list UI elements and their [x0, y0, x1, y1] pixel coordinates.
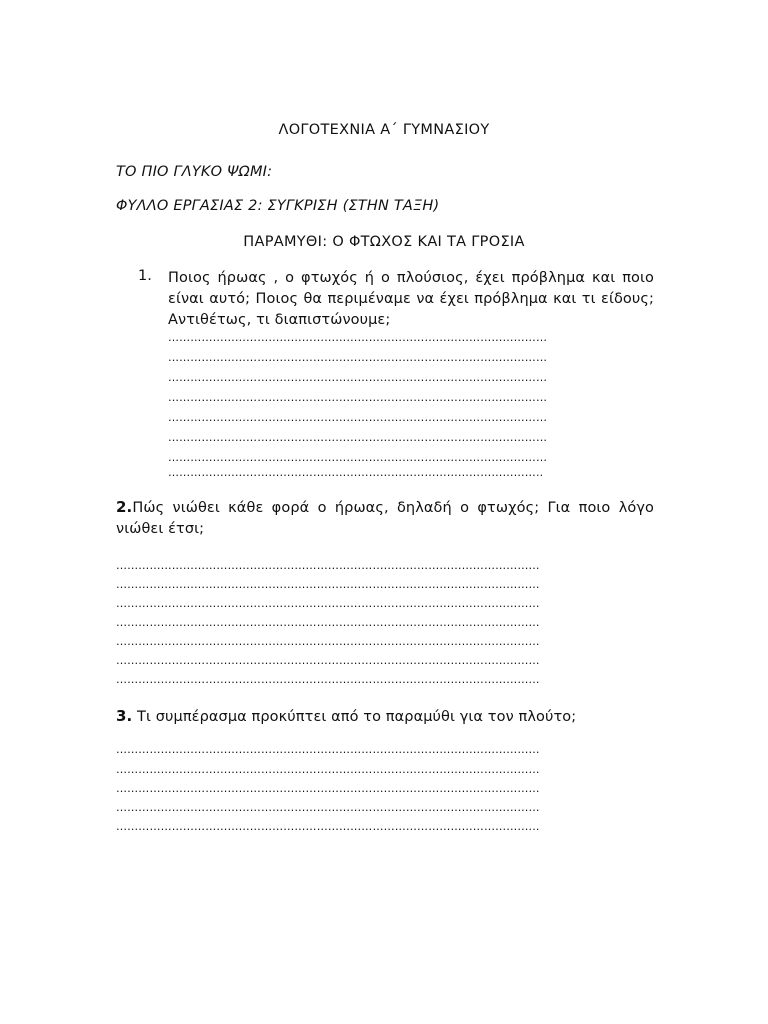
- worksheet-title: ΦΥΛΛΟ ΕΡΓΑΣΙΑΣ 2: ΣΥΓΚΡΙΣΗ (ΣΤΗΝ ΤΑΞΗ): [116, 198, 440, 214]
- answer-line[interactable]: …………………………………………………………………………………………………...: [116, 673, 540, 686]
- page-title: ΛΟΓΟΤΕΧΝΙΑ Α΄ ΓΥΜΝΑΣΙΟΥ: [278, 122, 490, 138]
- question-2-number: 2.: [116, 498, 133, 516]
- answer-line[interactable]: …………………………………………………………………………………………………...: [116, 820, 540, 833]
- question-3: [116, 706, 654, 728]
- answer-line[interactable]: ………………………………………………………………………………………..: [168, 466, 544, 479]
- answer-line[interactable]: ……………………………………………………………………………………………………: [116, 801, 540, 814]
- question-1-number: 1.: [138, 268, 152, 284]
- answer-line[interactable]: ……………………………………………………………………………………………………: [116, 654, 540, 667]
- answer-line[interactable]: …………………………………………………………………………………………: [168, 391, 548, 404]
- section-heading: ΠΑΡΑΜΥΘΙ: Ο ΦΤΩΧΟΣ ΚΑΙ ΤΑ ΓΡΟΣΙΑ: [243, 234, 525, 250]
- answer-line[interactable]: ……………………………………………………………………………………………………: [116, 578, 540, 591]
- answer-line[interactable]: ……………………………………………………………………………………………………: [116, 616, 540, 629]
- answer-line[interactable]: ……………………………………………………………………………………………………: [116, 597, 540, 610]
- question-2-text: Πώς νιώθει κάθε φορά ο ήρωας, δηλαδή ο φτωχός; Για ποιο λόγο νιώθει έτσι;: [116, 500, 654, 537]
- question-3-text: Τι συμπέρασμα προκύπτει από το παραμύθι για τον πλούτο;: [132, 709, 577, 725]
- question-1-text: Ποιος ήρωας , ο φτωχός ή ο πλούσιος, έχει πρόβλημα και ποιο είναι αυτό; Ποιος θα περιμέναμε να έχει πρόβλημα και τι είδους; Αντιθέτως, τι διαπιστώνουμε;: [168, 270, 654, 328]
- answer-line[interactable]: …………………………………………………………………………………………: [168, 431, 548, 444]
- answer-line[interactable]: ……………………………………………………………………………………………………: [116, 763, 540, 776]
- answer-line[interactable]: …………………………………………………………………………………………: [168, 371, 548, 384]
- answer-line[interactable]: ……………………………………………………………………………………………………: [116, 743, 540, 756]
- answer-line[interactable]: …………………………………………………………………………………………: [168, 331, 548, 344]
- answer-line[interactable]: ……………………………………………………………………………………………………: [116, 635, 540, 648]
- question-3-number: 3.: [116, 707, 133, 725]
- answer-line[interactable]: …………………………………………………………………………………………: [168, 351, 548, 364]
- answer-line[interactable]: …………………………………………………………………………………………: [168, 411, 548, 424]
- answer-line[interactable]: ……………………………………………………………………………………………………: [116, 559, 540, 572]
- question-2: [116, 497, 654, 540]
- story-title: ΤΟ ΠΙΟ ΓΛΥΚΟ ΨΩΜΙ:: [116, 164, 273, 180]
- answer-line[interactable]: …………………………………………………………………………………………: [168, 451, 548, 464]
- answer-line[interactable]: ……………………………………………………………………………………………………: [116, 782, 540, 795]
